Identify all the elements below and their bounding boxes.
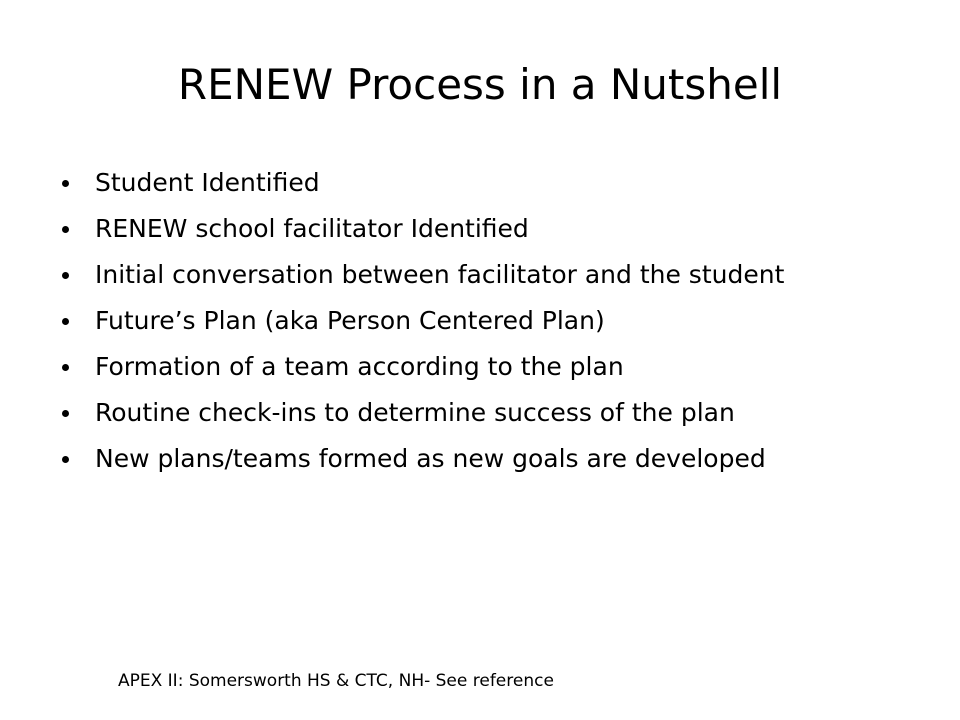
bullet-item bbox=[62, 444, 882, 474]
bullet-item bbox=[62, 260, 882, 290]
bullet-text: Student Identified bbox=[95, 168, 320, 197]
bullet-icon bbox=[62, 272, 69, 279]
bullet-text: Formation of a team according to the plan bbox=[95, 352, 624, 381]
bullet-icon bbox=[62, 456, 69, 463]
bullet-item bbox=[62, 214, 882, 244]
bullet-item bbox=[62, 306, 882, 336]
footer-reference: APEX II: Somersworth HS & CTC, NH- See reference bbox=[118, 671, 554, 691]
bullet-text: RENEW school facilitator Identified bbox=[95, 214, 529, 243]
bullet-item bbox=[62, 168, 882, 198]
bullet-item bbox=[62, 398, 882, 428]
slide-title: RENEW Process in a Nutshell bbox=[177, 60, 783, 109]
bullet-icon bbox=[62, 318, 69, 325]
bullet-text: New plans/teams formed as new goals are developed bbox=[95, 444, 766, 473]
bullet-icon bbox=[62, 410, 69, 417]
bullet-icon bbox=[62, 364, 69, 371]
bullet-icon bbox=[62, 180, 69, 187]
bullet-text: Future’s Plan (aka Person Centered Plan) bbox=[95, 306, 605, 335]
bullet-icon bbox=[62, 226, 69, 233]
bullet-item bbox=[62, 352, 882, 382]
bullet-text: Routine check-ins to determine success of the plan bbox=[95, 398, 735, 427]
bullet-text: Initial conversation between facilitator and the student bbox=[95, 260, 785, 289]
bullet-list bbox=[62, 168, 882, 490]
